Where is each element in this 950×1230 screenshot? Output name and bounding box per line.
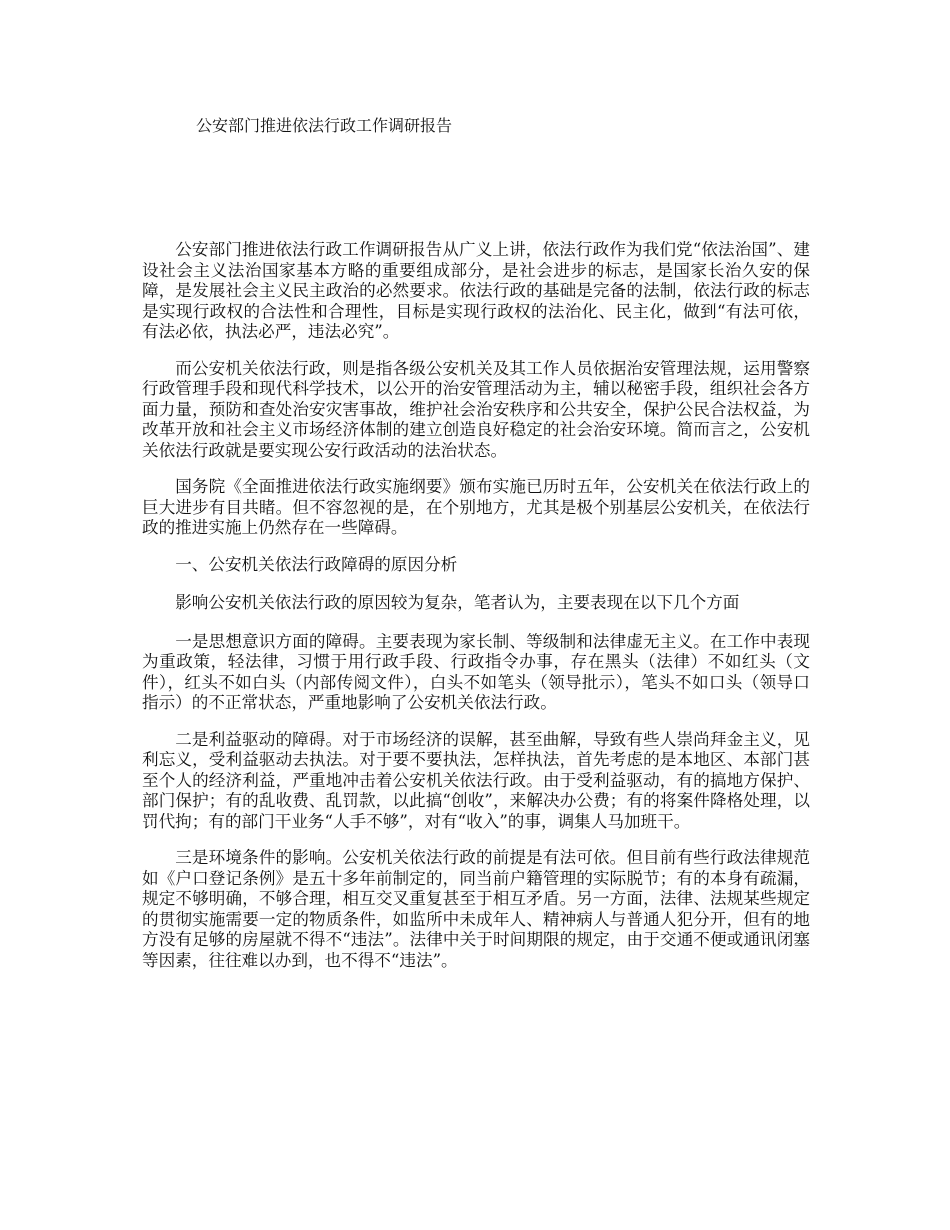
section-heading: 一、公安机关依法行政障碍的原因分析 [175,554,458,574]
paragraph-definition: 而公安机关依法行政，则是指各级公安机关及其工作人员依据治安管理法规，运用警察行政管理手段和现代科学技术，以公开的治安管理活动为主，辅以秘密手段，组织社会各方面力量，预防和查处治安灾害事故，维护社会治安秩序和公共安全，保护公民合法权益，为改革开放和社会主义市场经济体制的建立创造良好稳定的社会治安环境。简而言之，公安机关依法行政就是要实现公安行政活动的法治状态。 [142,358,810,460]
paragraph-ideology-obstacle: 一是思想意识方面的障碍。主要表现为家长制、等级制和法律虚无主义。在工作中表现为重政策，轻法律，习惯于用行政手段、行政指令办事，存在黑头（法律）不如红头（文件），红头不如白头（内部传阅文件），白头不如笔头（领导批示），笔头不如口头（领导口指示）的不正常状态，严重地影响了公安机关依法行政。 [142,631,810,712]
paragraph-interest-obstacle: 二是利益驱动的障碍。对于市场经济的误解，甚至曲解，导致有些人崇尚拜金主义，见利忘义，受利益驱动去执法。对于要不要执法，怎样执法，首先考虑的是本地区、本部门甚至个人的经济利益，严重地冲击着公安机关依法行政。由于受利益驱动，有的搞地方保护、部门保护；有的乱收费、乱罚款，以此搞“创收”，来解决办公费；有的将案件降格处理，以罚代拘；有的部门干业务“人手不够”，对有“收入”的事，调集人马加班干。 [142,729,810,831]
paragraph-causes-intro: 影响公安机关依法行政的原因较为复杂，笔者认为，主要表现在以下几个方面 [175,593,740,612]
paragraph-progress: 国务院《全面推进依法行政实施纲要》颁布实施已历时五年，公安机关在依法行政上的巨大进步有目共睹。但不容忽视的是，在个别地方，尤其是极个别基层公安机关，在依法行政的推进实施上仍然存在一些障碍。 [142,477,810,537]
document-title: 公安部门推进依法行政工作调研报告 [196,116,453,135]
paragraph-environment-obstacle: 三是环境条件的影响。公安机关依法行政的前提是有法可依。但目前有些行政法律规范如《户口登记条例》是五十多年前制定的，同当前户籍管理的实际脱节；有的本身有疏漏，规定不够明确，不够合理，相互交叉重复甚至于相互矛盾。另一方面，法律、法规某些规定的贯彻实施需要一定的物质条件，如监所中未成年人、精神病人与普通人犯分开，但有的地方没有足够的房屋就不得不“违法”。法律中关于时间期限的规定，由于交通不便或通讯闭塞等因素，往往难以办到，也不得不“违法”。 [142,848,810,970]
document-body [142,240,810,987]
paragraph-intro: 公安部门推进依法行政工作调研报告从广义上讲，依法行政作为我们党“依法治国”、建设社会主义法治国家基本方略的重要组成部分，是社会进步的标志，是国家长治久安的保障，是发展社会主义民主政治的必然要求。依法行政的基础是完备的法制，依法行政的标志是实现行政权的合法性和合理性，目标是实现行政权的法治化、民主化，做到“有法可依，有法必依，执法必严，违法必究”。 [142,240,810,341]
